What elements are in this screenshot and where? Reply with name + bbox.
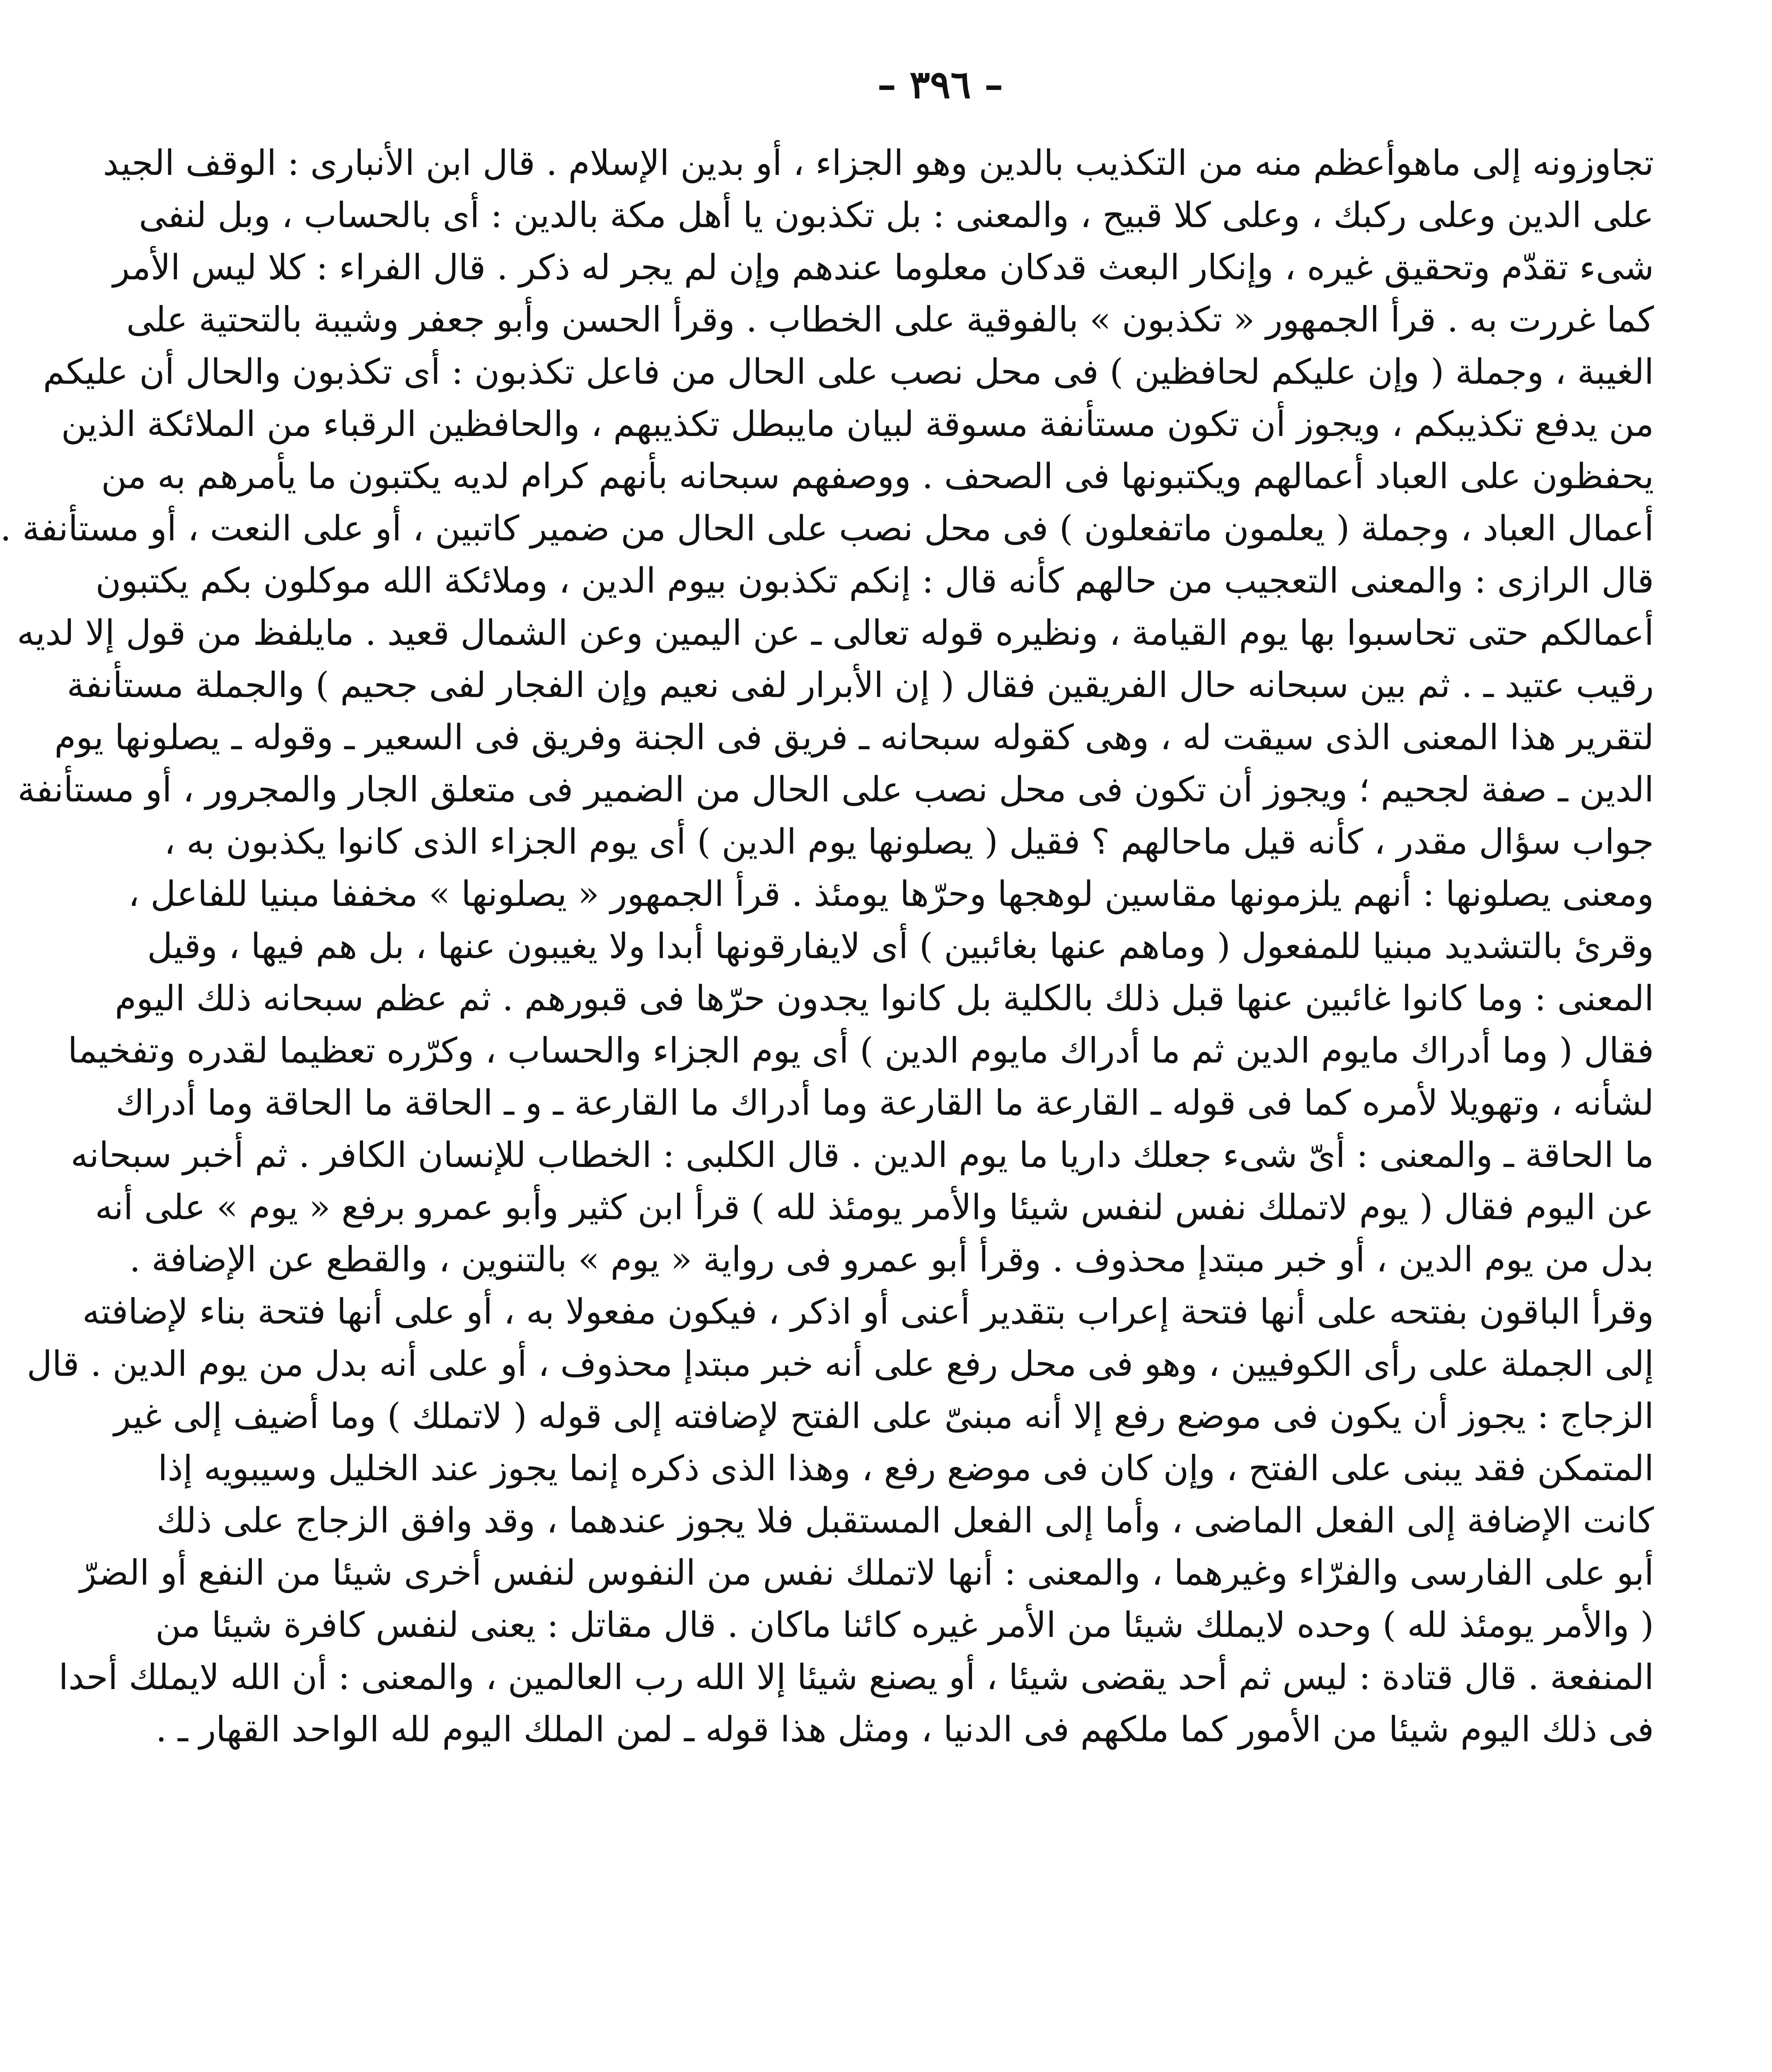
text-line: بدل من يوم الدين ، أو خبر مبتدإ محذوف . وقرأ أبو عمرو فى رواية « يوم » بالتنوين ، والقطع عن الإضافة .	[129, 1239, 1654, 1280]
text-line: لتقرير هذا المعنى الذى سيقت له ، وهى كقوله سبحانه ـ فريق فى الجنة وفريق فى السعير ـ وقوله ـ يصلونها يوم	[54, 717, 1654, 758]
text-line: وقرئ بالتشديد مبنيا للمفعول ( وماهم عنها بغائبين ) أى لايفارقونها أبدا ولا يغيبون عنها ، بل هم فيها ، وقيل	[147, 926, 1654, 966]
text-line: المعنى : وما كانوا غائبين عنها قبل ذلك بالكلية بل كانوا يجدون حرّها فى قبورهم . ثم عظم سبحانه ذلك اليوم	[115, 978, 1654, 1019]
text-line: الدين ـ صفة لجحيم ؛ ويجوز أن تكون فى محل نصب على الحال من الضمير فى متعلق الجار والمجرور ، أو مستأنفة	[17, 769, 1654, 810]
text-line: وقرأ الباقون بفتحه على أنها فتحة إعراب بتقدير أعنى أو اذكر ، فيكون مفعولا به ، أو على أنها فتحة بناء لإضافته	[82, 1291, 1654, 1332]
text-line: من يدفع تكذيبكم ، ويجوز أن تكون مستأنفة مسوقة لبيان مايبطل تكذيبهم ، والحافظين الرقباء من الملائكة الذين	[61, 404, 1654, 444]
text-line: فقال ( وما أدراك مايوم الدين ثم ما أدراك مايوم الدين ) أى يوم الجزاء والحساب ، وكرّره تعظيما لقدره وتفخيما	[68, 1030, 1654, 1071]
text-line: ( والأمر يومئذ لله ) وحده لايملك شيئا من الأمر غيره كائنا ماكان . قال مقاتل : يعنى لنفس كافرة شيئا من	[155, 1605, 1654, 1645]
text-line: قال الرازى : والمعنى التعجيب من حالهم كأنه قال : إنكم تكذبون بيوم الدين ، وملائكة الله موكلون بكم يكتبون	[95, 560, 1654, 601]
text-line: ومعنى يصلونها : أنهم يلزمونها مقاسين لوهجها وحرّها يومئذ . قرأ الجمهور « يصلونها » مخففا مبنيا للفاعل ،	[128, 874, 1654, 914]
text-line: إلى الجملة على رأى الكوفيين ، وهو فى محل رفع على أنه خبر مبتدإ محذوف ، أو على أنه بدل من يوم الدين . قال	[27, 1343, 1654, 1384]
text-line: أعمالكم حتى تحاسبوا بها يوم القيامة ، ونظيره قوله تعالى ـ عن اليمين وعن الشمال قعيد . مايلفظ من قول إلا لديه	[17, 612, 1654, 653]
text-line: الغيبة ، وجملة ( وإن عليكم لحافظين ) فى محل نصب على الحال من فاعل تكذبون : أى تكذبون والحال أن عليكم	[43, 351, 1654, 392]
text-line: كما غررت به . قرأ الجمهور « تكذبون » بالفوقية على الخطاب . وقرأ الحسن وأبو جعفر وشيبة بالتحتية على	[126, 299, 1654, 340]
text-line: كانت الإضافة إلى الفعل الماضى ، وأما إلى الفعل المستقبل فلا يجوز عندهما ، وقد وافق الزجاج على ذلك	[156, 1500, 1654, 1541]
text-line: أعمال العباد ، وجملة ( يعلمون ماتفعلون ) فى محل نصب على الحال من ضمير كاتبين ، أو على النعت ، أو مستأنفة .	[0, 508, 1654, 549]
text-line: ما الحاقة ـ والمعنى : أىّ شىء جعلك داريا ما يوم الدين . قال الكلبى : الخطاب للإنسان الكافر . ثم أخبر سبحانه	[70, 1135, 1654, 1175]
text-line: المتمكن فقد يبنى على الفتح ، وإن كان فى موضع رفع ، وهذا الذى ذكره إنما يجوز عند الخليل وسيبويه إذا	[158, 1448, 1654, 1489]
text-line: على الدين وعلى ركبك ، وعلى كلا قبيح ، والمعنى : بل تكذبون يا أهل مكة بالدين : أى بالحساب ، وبل لنفى	[139, 195, 1654, 235]
text-line: يحفظون على العباد أعمالهم ويكتبونها فى الصحف . ووصفهم سبحانه بأنهم كرام لديه يكتبون ما يأمرهم به من	[101, 456, 1654, 496]
text-line: رقيب عتيد ـ . ثم بين سبحانه حال الفريقين فقال ( إن الأبرار لفى نعيم وإن الفجار لفى جحيم ) والجملة مستأنفة	[67, 665, 1654, 705]
text-line: المنفعة . قال قتادة : ليس ثم أحد يقضى شيئا ، أو يصنع شيئا إلا الله رب العالمين ، والمعنى : أن الله لايملك أحدا	[58, 1657, 1654, 1697]
text-line: شىء تقدّم وتحقيق غيره ، وإنكار البعث قدكان معلوما عندهم وإن لم يجر له ذكر . قال الفراء : كلا ليس الأمر	[113, 247, 1654, 288]
text-line: الزجاج : يجوز أن يكون فى موضع رفع إلا أنه مبنىّ على الفتح لإضافته إلى قوله ( لاتملك ) وما أضيف إلى غير	[114, 1396, 1654, 1436]
body-text	[0, 137, 1654, 1755]
text-line: لشأنه ، وتهويلا لأمره كما فى قوله ـ القارعة ما القارعة وما أدراك ما القارعة ـ و ـ الحاقة ما الحاقة وما أدراك	[116, 1082, 1654, 1123]
text-line: عن اليوم فقال ( يوم لاتملك نفس لنفس شيئا والأمر يومئذ لله ) قرأ ابن كثير وأبو عمرو برفع « يوم » على أنه	[95, 1187, 1654, 1227]
text-line: جواب سؤال مقدر ، كأنه قيل ماحالهم ؟ فقيل ( يصلونها يوم الدين ) أى يوم الجزاء الذى كانوا يكذبون به ،	[164, 821, 1654, 862]
text-line: تجاوزونه إلى ماهوأعظم منه من التكذيب بالدين وهو الجزاء ، أو بدين الإسلام . قال ابن الأنبارى : الوقف الجيد	[103, 143, 1654, 183]
text-line: أبو على الفارسى والفرّاء وغيرهما ، والمعنى : أنها لاتملك نفس من النفوس لنفس أخرى شيئا من النفع أو الضرّ	[80, 1552, 1654, 1593]
page-number: – ٣٩٦ –	[877, 62, 1003, 107]
text-line: فى ذلك اليوم شيئا من الأمور كما ملكهم فى الدنيا ، ومثل هذا قوله ـ لمن الملك اليوم لله الواحد القهار ـ .	[155, 1709, 1654, 1750]
